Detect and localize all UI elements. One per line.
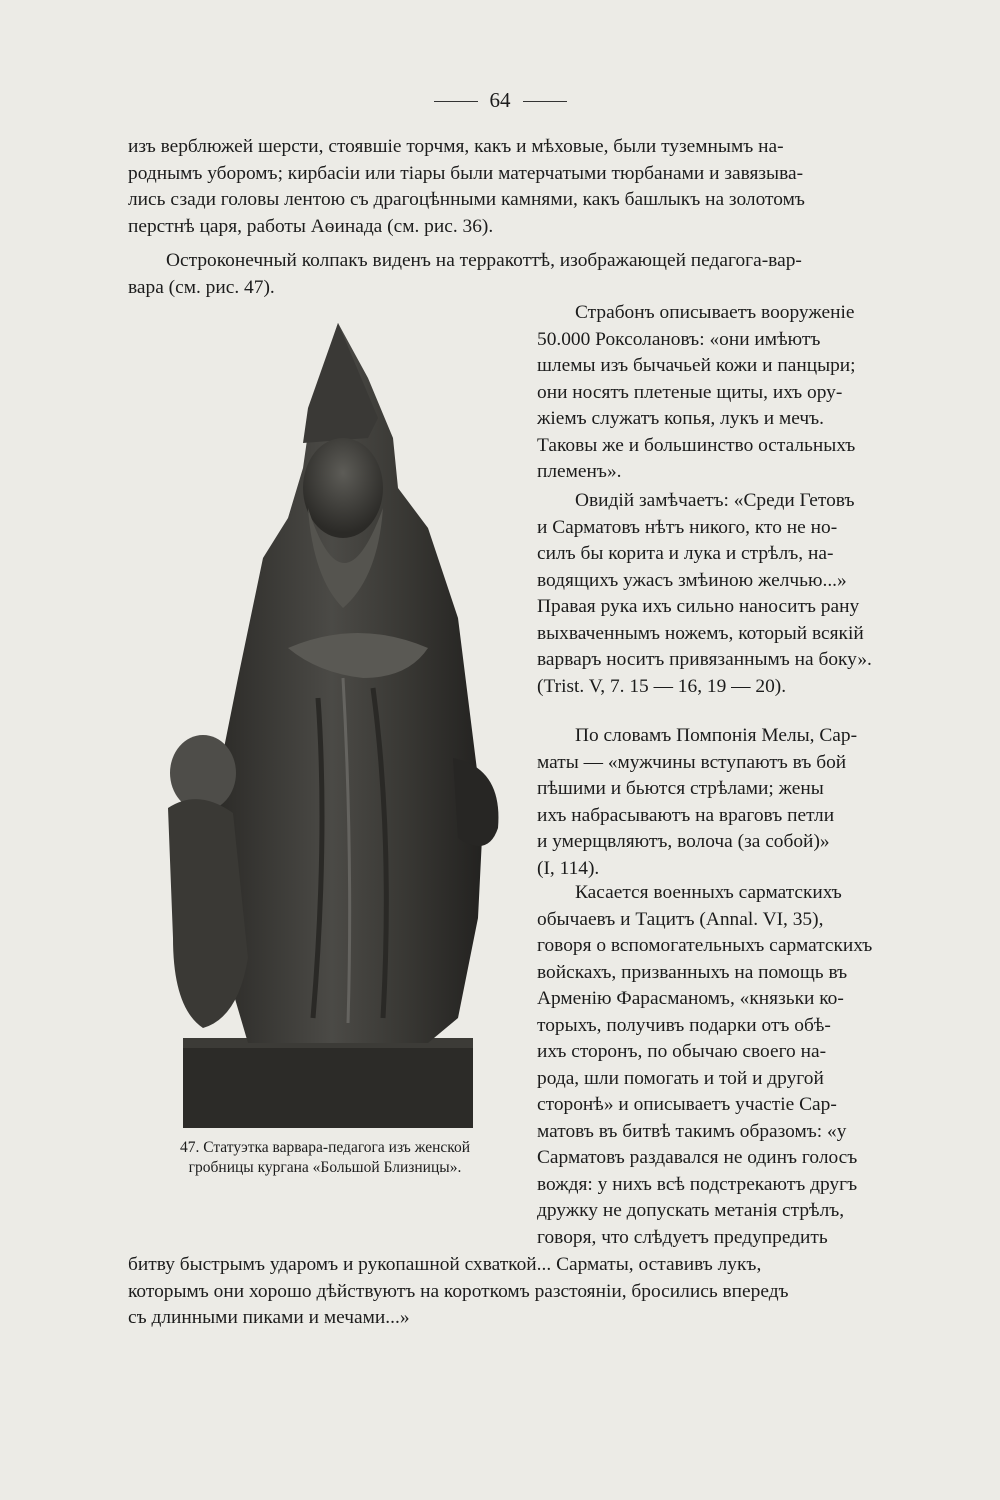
text-line: Таковы же и большинство остальныхъ [537,434,856,456]
intro-paragraph [128,134,908,240]
text-line: Сарматовъ раздавался не одинъ голосъ [537,1147,858,1168]
ovid-paragraph [537,488,907,700]
kolpak-paragraph [128,248,908,301]
page-number: 64 [489,88,511,112]
text-line: маты — «мужчины вступаютъ въ бой [537,751,847,773]
text-line: обычаевъ и Тацитъ (Annal. VI, 35), [537,908,824,930]
text-line: жіемъ служатъ копья, лукъ и мечъ. [537,408,824,429]
text-line: лись сзади головы лентою съ драгоцѣнными камнями, какъ башлыкъ на золотомъ [128,189,805,210]
text-line: Правая рука ихъ сильно наноситъ рану [537,596,860,617]
mela-paragraph [537,723,907,882]
text-line: (Trist. V, 7. 15 — 16, 19 — 20). [537,675,787,697]
caption-line: 47. Статуэтка варвара-педагога изъ женской [179,1139,471,1156]
text-line: Страбонъ описываетъ вооруженіе [575,302,855,323]
strabo-paragraph [537,300,907,486]
text-line: которымъ они хорошо дѣйствуютъ на короткомъ разстояніи, бросились впередъ [128,1280,789,1302]
text-line: Касается военныхъ сарматскихъ [575,882,842,903]
text-line: ихъ набрасываютъ на враговъ петли [537,804,835,826]
text-line: и умерщвляютъ, волоча (за собой)» [537,831,830,852]
text-line: матовъ въ битвѣ такимъ образомъ: «у [537,1120,847,1142]
figure-caption [130,1138,520,1178]
text-line: битву быстрымъ ударомъ и рукопашной схваткой... Сарматы, оставивъ лукъ, [128,1254,762,1275]
text-line: 50.000 Роксолановъ: «они имѣютъ [537,328,821,350]
text-line: войскахъ, призванныхъ на помощь въ [537,961,848,983]
text-line: шлемы изъ бычачьей кожи и панцыри; [537,355,856,376]
text-line: племенъ». [537,461,622,482]
text-line: (I, 114). [537,857,600,879]
text-line: Остроконечный колпакъ виденъ на терракоттѣ, изображающей педагога-вар- [166,250,802,271]
page-header [0,88,1000,113]
text-line: сторонѣ» и описываетъ участіе Сар- [537,1094,837,1115]
text-line: они носятъ плетеные щиты, ихъ ору- [537,381,843,403]
text-line: ихъ сторонъ, по обычаю своего на- [537,1041,827,1062]
caption-line: гробницы кургана «Большой Близницы». [188,1159,462,1176]
text-line: и Сарматовъ нѣтъ никого, кто не но- [537,516,838,538]
text-line: выхваченнымъ ножемъ, который всякій [537,622,864,644]
text-line: пѣшими и бьются стрѣлами; жены [537,778,824,799]
text-line: Арменію Фарасманомъ, «князьки ко- [537,988,844,1009]
text-line: рода, шли помогать и той и другой [537,1067,824,1089]
text-line: говоря, что слѣдуетъ предупредить [537,1226,828,1248]
text-line: изъ верблюжей шерсти, стоявшіе торчмя, какъ и мѣховые, были туземнымъ на- [128,136,784,157]
text-line: водящихъ ужасъ змѣиною желчью...» [537,569,847,591]
header-rule-left [434,101,478,102]
statuette-base [183,1038,473,1128]
statuette-figure [128,318,528,1178]
text-line: говоря о вспомогательныхъ сарматскихъ [537,935,873,956]
text-line: съ длинными пиками и мечами...» [128,1307,410,1328]
statuette-image [128,318,528,1138]
text-line: дружку не допускать метанія стрѣлъ, [537,1200,845,1221]
text-line: торыхъ, получивъ подарки отъ обѣ- [537,1014,831,1036]
text-line: силъ бы корита и лука и стрѣлъ, на- [537,543,834,564]
header-rule-right [523,101,567,102]
tacitus-paragraph [537,880,907,1251]
ending-paragraph [128,1252,908,1332]
text-line: роднымъ уборомъ; кирбасіи или тіары были матерчатыми тюрбанами и завязыва- [128,162,804,184]
text-line: перстнѣ царя, работы Аѳинада (см. рис. 36). [128,215,494,237]
text-line: Овидій замѣчаетъ: «Среди Гетовъ [575,490,855,511]
text-line: По словамъ Помпонія Мелы, Сар- [575,725,858,746]
text-line: варваръ носитъ привязаннымъ на боку». [537,649,872,670]
text-line: вождя: у нихъ всѣ подстрекаютъ другъ [537,1173,858,1195]
text-line: вара (см. рис. 47). [128,276,275,298]
